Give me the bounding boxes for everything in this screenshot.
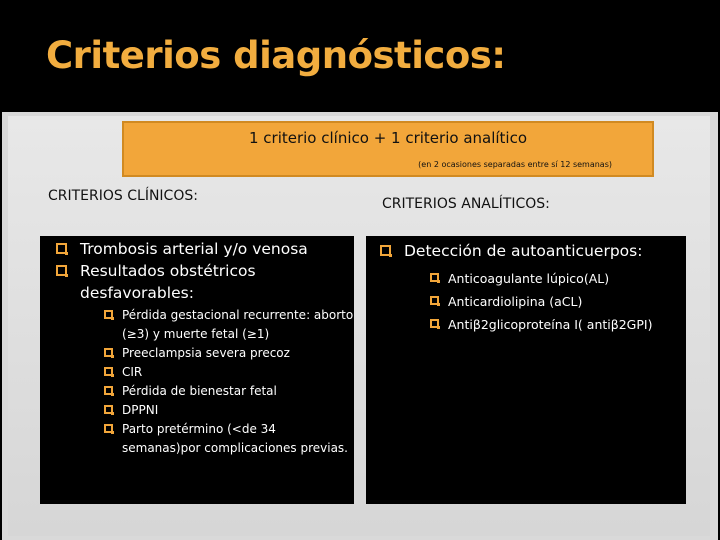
list-item-text: Detección de autoanticuerpos: — [404, 242, 643, 260]
bullet-icon — [56, 265, 67, 276]
banner-main-text: 1 criterio clínico + 1 criterio analítico — [248, 129, 528, 147]
bullet-icon — [104, 348, 113, 357]
list-item — [430, 313, 686, 336]
bullet-icon — [104, 367, 113, 376]
analytical-sublist — [430, 267, 686, 336]
bullet-icon — [380, 245, 391, 256]
bullet-icon — [430, 319, 439, 328]
list-item — [56, 260, 356, 304]
list-item — [104, 363, 356, 382]
list-item-text: Pérdida gestacional recurrente: aborto (≥3) y muerte fetal (≥1) — [122, 308, 354, 341]
clinical-sublist — [104, 306, 356, 458]
bullet-icon — [104, 405, 113, 414]
list-item — [104, 344, 356, 363]
list-item — [104, 420, 356, 458]
list-item-text: Resultados obstétricos desfavorables: — [80, 262, 256, 302]
list-item — [430, 290, 686, 313]
list-item-text: Trombosis arterial y/o venosa — [80, 240, 308, 258]
bullet-icon — [104, 386, 113, 395]
banner-subtext: (en 2 ocasiones separadas entre sí 12 semanas) — [418, 160, 612, 169]
list-item — [56, 238, 356, 260]
slide-title: Criterios diagnósticos: — [46, 34, 506, 77]
list-item-text: Anticoagulante lúpico(AL) — [448, 271, 610, 286]
list-item — [104, 382, 356, 401]
clinical-heading: CRITERIOS CLÍNICOS: — [48, 188, 198, 204]
bullet-icon — [104, 424, 113, 433]
list-item-text: Preeclampsia severa precoz — [122, 346, 290, 360]
title-bar — [0, 0, 720, 112]
list-item — [104, 306, 356, 344]
list-item-text: Anticardiolipina (aCL) — [448, 294, 583, 309]
list-item-text: Antiβ2glicoproteína I( antiβ2GPI) — [448, 317, 653, 332]
bullet-icon — [430, 296, 439, 305]
list-item — [380, 240, 686, 262]
analytical-list — [380, 240, 686, 262]
bullet-icon — [104, 310, 113, 319]
criteria-banner — [122, 121, 654, 177]
list-item — [104, 401, 356, 420]
bullet-icon — [430, 273, 439, 282]
bullet-icon — [56, 243, 67, 254]
clinical-list — [56, 238, 356, 304]
analytical-heading: CRITERIOS ANALÍTICOS: — [382, 196, 550, 212]
list-item-text: Pérdida de bienestar fetal — [122, 384, 277, 398]
list-item-text: DPPNI — [122, 403, 159, 417]
list-item-text: Parto pretérmino (<de 34 semanas)por complicaciones previas. — [122, 422, 348, 455]
list-item-text: CIR — [122, 365, 143, 379]
list-item — [430, 267, 686, 290]
